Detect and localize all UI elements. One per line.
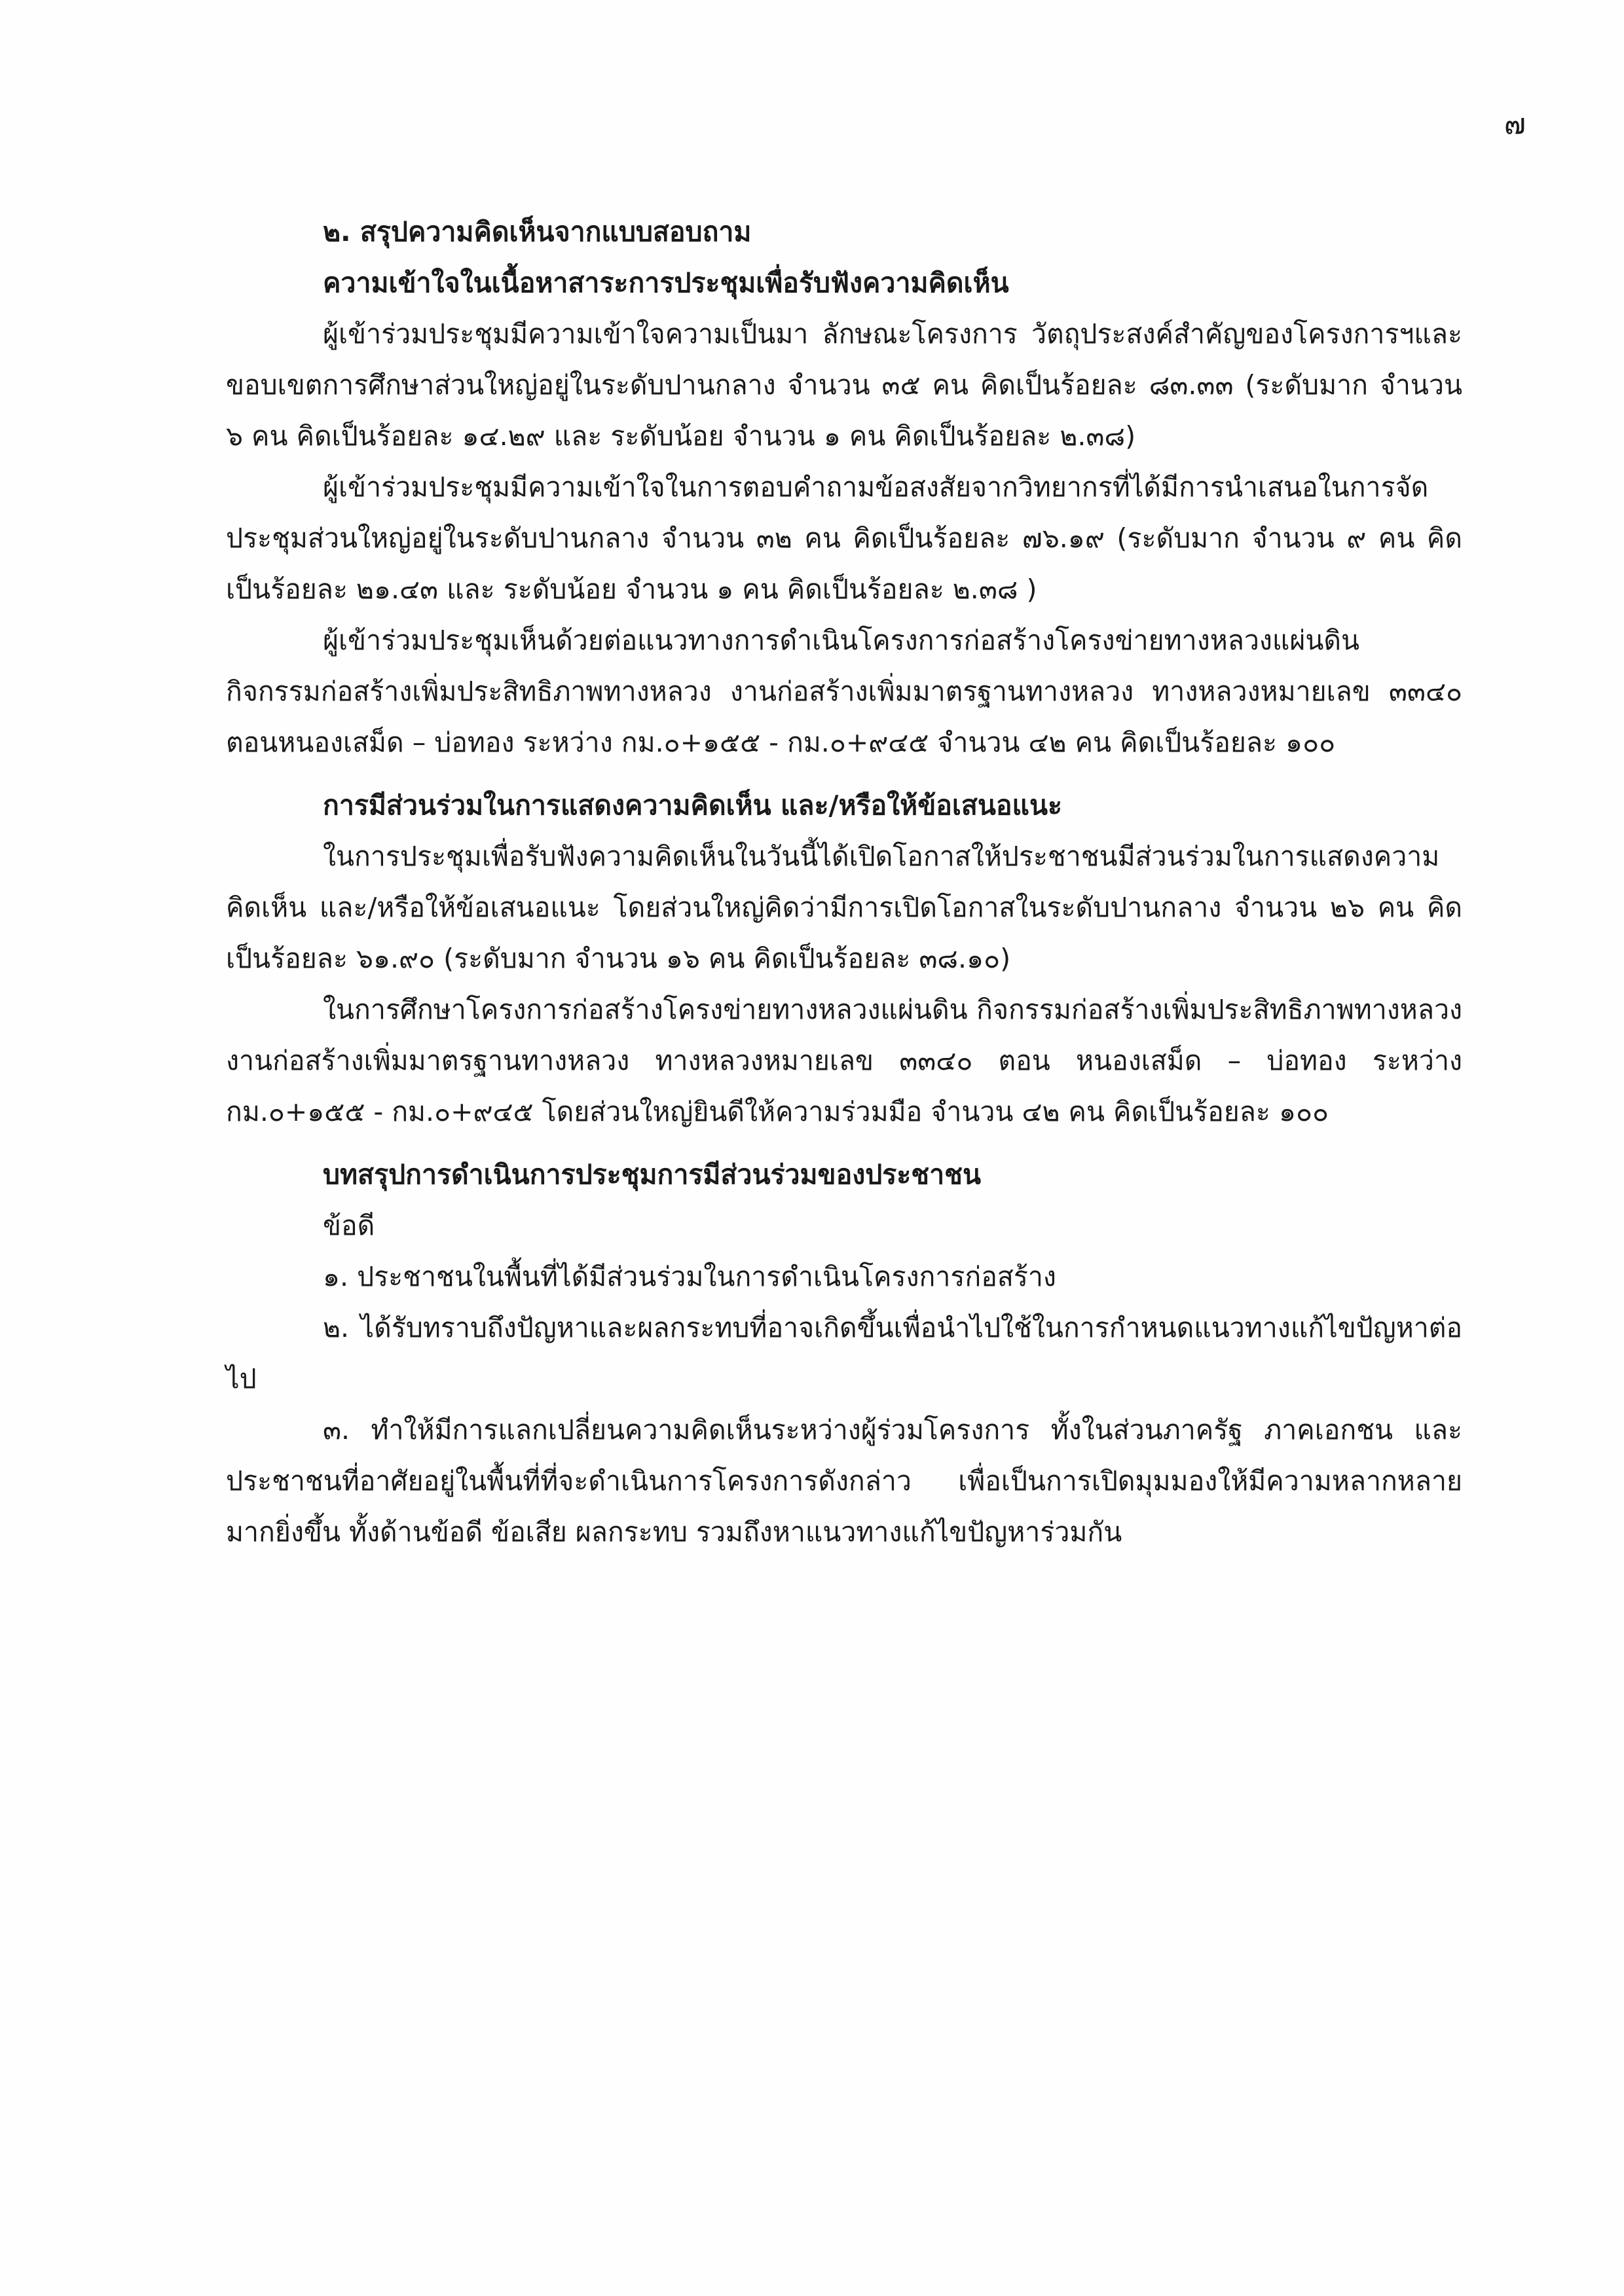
advantages-label: ข้อดี (323, 1210, 375, 1241)
paragraph: ผู้เข้าร่วมประชุมมีความเข้าใจความเป็นมา ลักษณะโครงการ วัตถุประสงค์สำคัญของโครงการฯและขอบเขตการศึกษาส่วนใหญ่อยู่ในระดับปานกลาง จำนวน ๓๕ คน คิดเป็นร้อยละ ๘๓.๓๓ (ระดับมาก จำนวน ๖ คน คิดเป็นร้อยละ ๑๔.๒๙ และ ระดับน้อย จำนวน ๑ คน คิดเป็นร้อยละ ๒.๓๘) (226, 318, 1462, 452)
section-title: ๒. สรุปความคิดเห็นจากแบบสอบถาม (323, 216, 752, 247)
paragraph: ในการศึกษาโครงการก่อสร้างโครงข่ายทางหลวงแผ่นดิน กิจกรรมก่อสร้างเพิ่มประสิทธิภาพทางหลวง งานก่อสร้างเพิ่มมาตรฐานทางหลวง ทางหลวงหมายเลข ๓๓๔๐ ตอน หนองเสม็ด – บ่อทอง ระหว่าง กม.๐+๑๕๕ - กม.๐+๙๔๕ โดยส่วนใหญ่ยินดีให้ความร่วมมือ จำนวน ๔๒ คน คิดเป็นร้อยละ ๑๐๐ (226, 994, 1462, 1127)
page-number: ๗ (1504, 107, 1526, 141)
list-item: ๒. ได้รับทราบถึงปัญหาและผลกระทบที่อาจเกิดขึ้นเพื่อนำไปใช้ในการกำหนดแนวทางแก้ไขปัญหาต่อไป (226, 1312, 1462, 1394)
subsection-heading-understanding: ความเข้าใจในเนื้อหาสาระการประชุมเพื่อรับฟังความคิดเห็น (323, 267, 1009, 299)
document-body (226, 206, 1462, 1558)
paragraph: ผู้เข้าร่วมประชุมมีความเข้าใจในการตอบคำถามข้อสงสัยจากวิทยากรที่ได้มีการนำเสนอในการจัดประชุมส่วนใหญ่อยู่ในระดับปานกลาง จำนวน ๓๒ คน คิดเป็นร้อยละ ๗๖.๑๙ (ระดับมาก จำนวน ๙ คน คิดเป็นร้อยละ ๒๑.๔๓ และ ระดับน้อย จำนวน ๑ คน คิดเป็นร้อยละ ๒.๓๘ ) (226, 471, 1462, 605)
list-item: ๑. ประชาชนในพื้นที่ได้มีส่วนร่วมในการดำเนินโครงการก่อสร้าง (323, 1261, 1056, 1292)
paragraph: ผู้เข้าร่วมประชุมเห็นด้วยต่อแนวทางการดำเนินโครงการก่อสร้างโครงข่ายทางหลวงแผ่นดิน กิจกรรมก่อสร้างเพิ่มประสิทธิภาพทางหลวง งานก่อสร้างเพิ่มมาตรฐานทางหลวง ทางหลวงหมายเลข ๓๓๔๐ ตอนหนองเสม็ด – บ่อทอง ระหว่าง กม.๐+๑๕๕ - กม.๐+๙๔๕ จำนวน ๔๒ คน คิดเป็นร้อยละ ๑๐๐ (226, 625, 1462, 758)
list-item: ๓. ทำให้มีการแลกเปลี่ยนความคิดเห็นระหว่างผู้ร่วมโครงการ ทั้งในส่วนภาครัฐ ภาคเอกชน และประชาชนที่อาศัยอยู่ในพื้นที่ที่จะดำเนินการโครงการดังกล่าว เพื่อเป็นการเปิดมุมมองให้มีความหลากหลายมากยิ่งขึ้น ทั้งด้านข้อดี ข้อเสีย ผลกระทบ รวมถึงหาแนวทางแก้ไขปัญหาร่วมกัน (226, 1414, 1462, 1548)
paragraph: ในการประชุมเพื่อรับฟังความคิดเห็นในวันนี้ได้เปิดโอกาสให้ประชาชนมีส่วนร่วมในการแสดงความคิดเห็น และ/หรือให้ข้อเสนอแนะ โดยส่วนใหญ่คิดว่ามีการเปิดโอกาสในระดับปานกลาง จำนวน ๒๖ คน คิดเป็นร้อยละ ๖๑.๙๐ (ระดับมาก จำนวน ๑๖ คน คิดเป็นร้อยละ ๓๘.๑๐) (226, 841, 1462, 974)
subsection-heading-summary: บทสรุปการดำเนินการประชุมการมีส่วนร่วมของประชาชน (323, 1159, 981, 1190)
subsection-heading-participation: การมีส่วนร่วมในการแสดงความคิดเห็น และ/หรือให้ข้อเสนอแนะ (323, 790, 1063, 821)
